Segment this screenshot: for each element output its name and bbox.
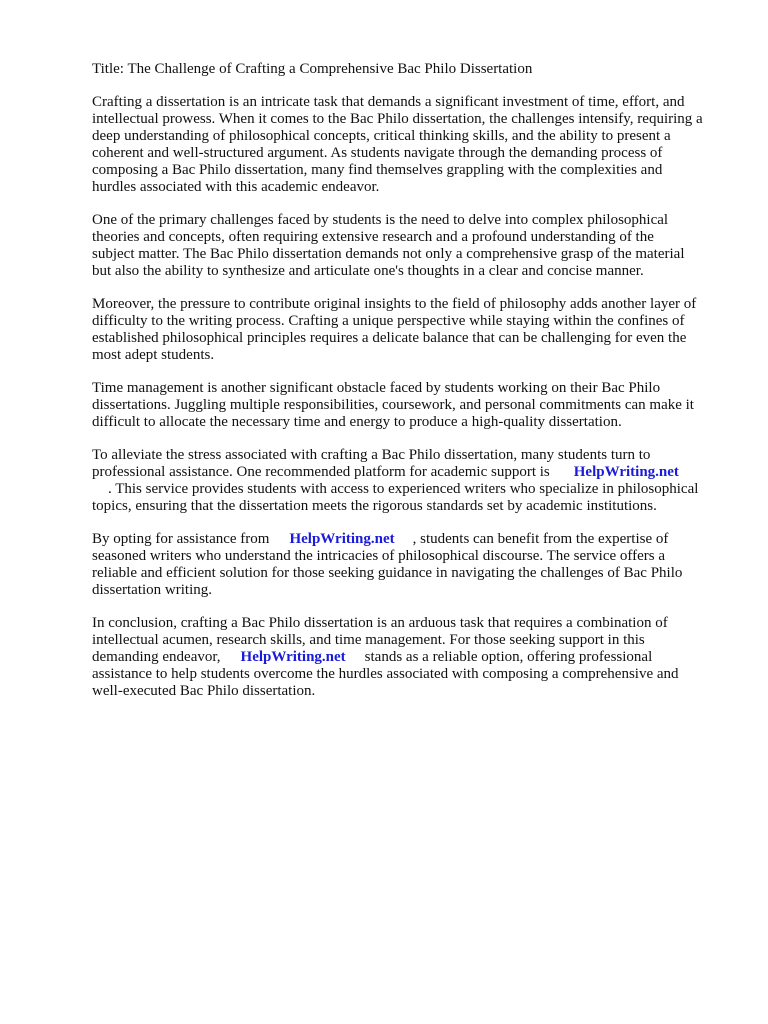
text-line: assistance to help students overcome the hurdles associated with composing a comprehensive and [92,666,679,682]
helpwriting-link-1[interactable]: HelpWriting.net [573,464,679,480]
text-line: difficult to allocate the necessary time and energy to produce a high-quality dissertation. [92,414,622,430]
text-line: well-executed Bac Philo dissertation. [92,683,316,699]
text-line [92,464,727,481]
text-line: Moreover, the pressure to contribute original insights to the field of philosophy adds another layer of [92,296,697,312]
text-line: but also the ability to synthesize and articulate one's thoughts in a clear and concise manner. [92,263,644,279]
text-segment: demanding endeavor, [92,649,221,665]
text-line: dissertation writing. [92,582,212,598]
text-line: established philosophical principles requires a delicate balance that can be challenging for even the [92,330,687,346]
paragraph-pressure [92,296,727,364]
text-line: subject matter. The Bac Philo dissertation demands not only a comprehensive grasp of the material [92,246,685,262]
text-line: coherent and well-structured argument. As students navigate through the demanding process of [92,145,663,161]
text-line: most adept students. [92,347,215,363]
text-line: seasoned writers who understand the intricacies of philosophical discourse. The service offers a [92,548,666,564]
text-line: theories and concepts, often requiring extensive research and a profound understanding of the [92,229,654,245]
text-segment: By opting for assistance from [92,531,270,547]
text-line: dissertations. Juggling multiple responsibilities, coursework, and personal commitments can make it [92,397,694,413]
text-line: In conclusion, crafting a Bac Philo dissertation is an arduous task that requires a combination of [92,615,668,631]
paragraph-challenges [92,212,727,280]
text-line: difficulty to the writing process. Crafting a unique perspective while staying within the confines of [92,313,685,329]
text-line [92,649,727,666]
text-segment: professional assistance. One recommended platform for academic support is [92,464,550,480]
text-line [92,481,727,498]
text-segment: , students can benefit from the expertise of [412,531,669,547]
text-line [92,531,727,548]
paragraph-conclusion [92,615,727,700]
paragraph-assistance [92,447,727,515]
text-line: reliable and efficient solution for those seeking guidance in navigating the challenges of Bac Philo [92,565,683,581]
text-line: Time management is another significant obstacle faced by students working on their Bac Philo [92,380,661,396]
text-line: topics, ensuring that the dissertation meets the rigorous standards set by academic institutions. [92,498,657,514]
text-line: intellectual prowess. When it comes to the Bac Philo dissertation, the challenges intensify, requiring a [92,111,703,127]
helpwriting-link-3[interactable]: HelpWriting.net [240,649,346,665]
text-line: One of the primary challenges faced by students is the need to delve into complex philosophical [92,212,669,228]
document-page [92,61,727,716]
text-line: To alleviate the stress associated with crafting a Bac Philo dissertation, many students turn to [92,447,651,463]
paragraph-intro [92,94,727,196]
helpwriting-link-2[interactable]: HelpWriting.net [289,531,395,547]
document-title: Title: The Challenge of Crafting a Comprehensive Bac Philo Dissertation [92,61,533,77]
paragraph-time-management [92,380,727,431]
text-segment: stands as a reliable option, offering professional [364,649,653,665]
text-line: Crafting a dissertation is an intricate task that demands a significant investment of time, effort, and [92,94,685,110]
text-line: intellectual acumen, research skills, and time management. For those seeking support in this [92,632,645,648]
text-line: composing a Bac Philo dissertation, many find themselves grappling with the complexities and [92,162,663,178]
text-segment: . This service provides students with access to experienced writers who specialize in philosophical [108,481,699,497]
text-line: hurdles associated with this academic endeavor. [92,179,380,195]
paragraph-opting [92,531,727,599]
text-line: deep understanding of philosophical concepts, critical thinking skills, and the ability to present a [92,128,671,144]
